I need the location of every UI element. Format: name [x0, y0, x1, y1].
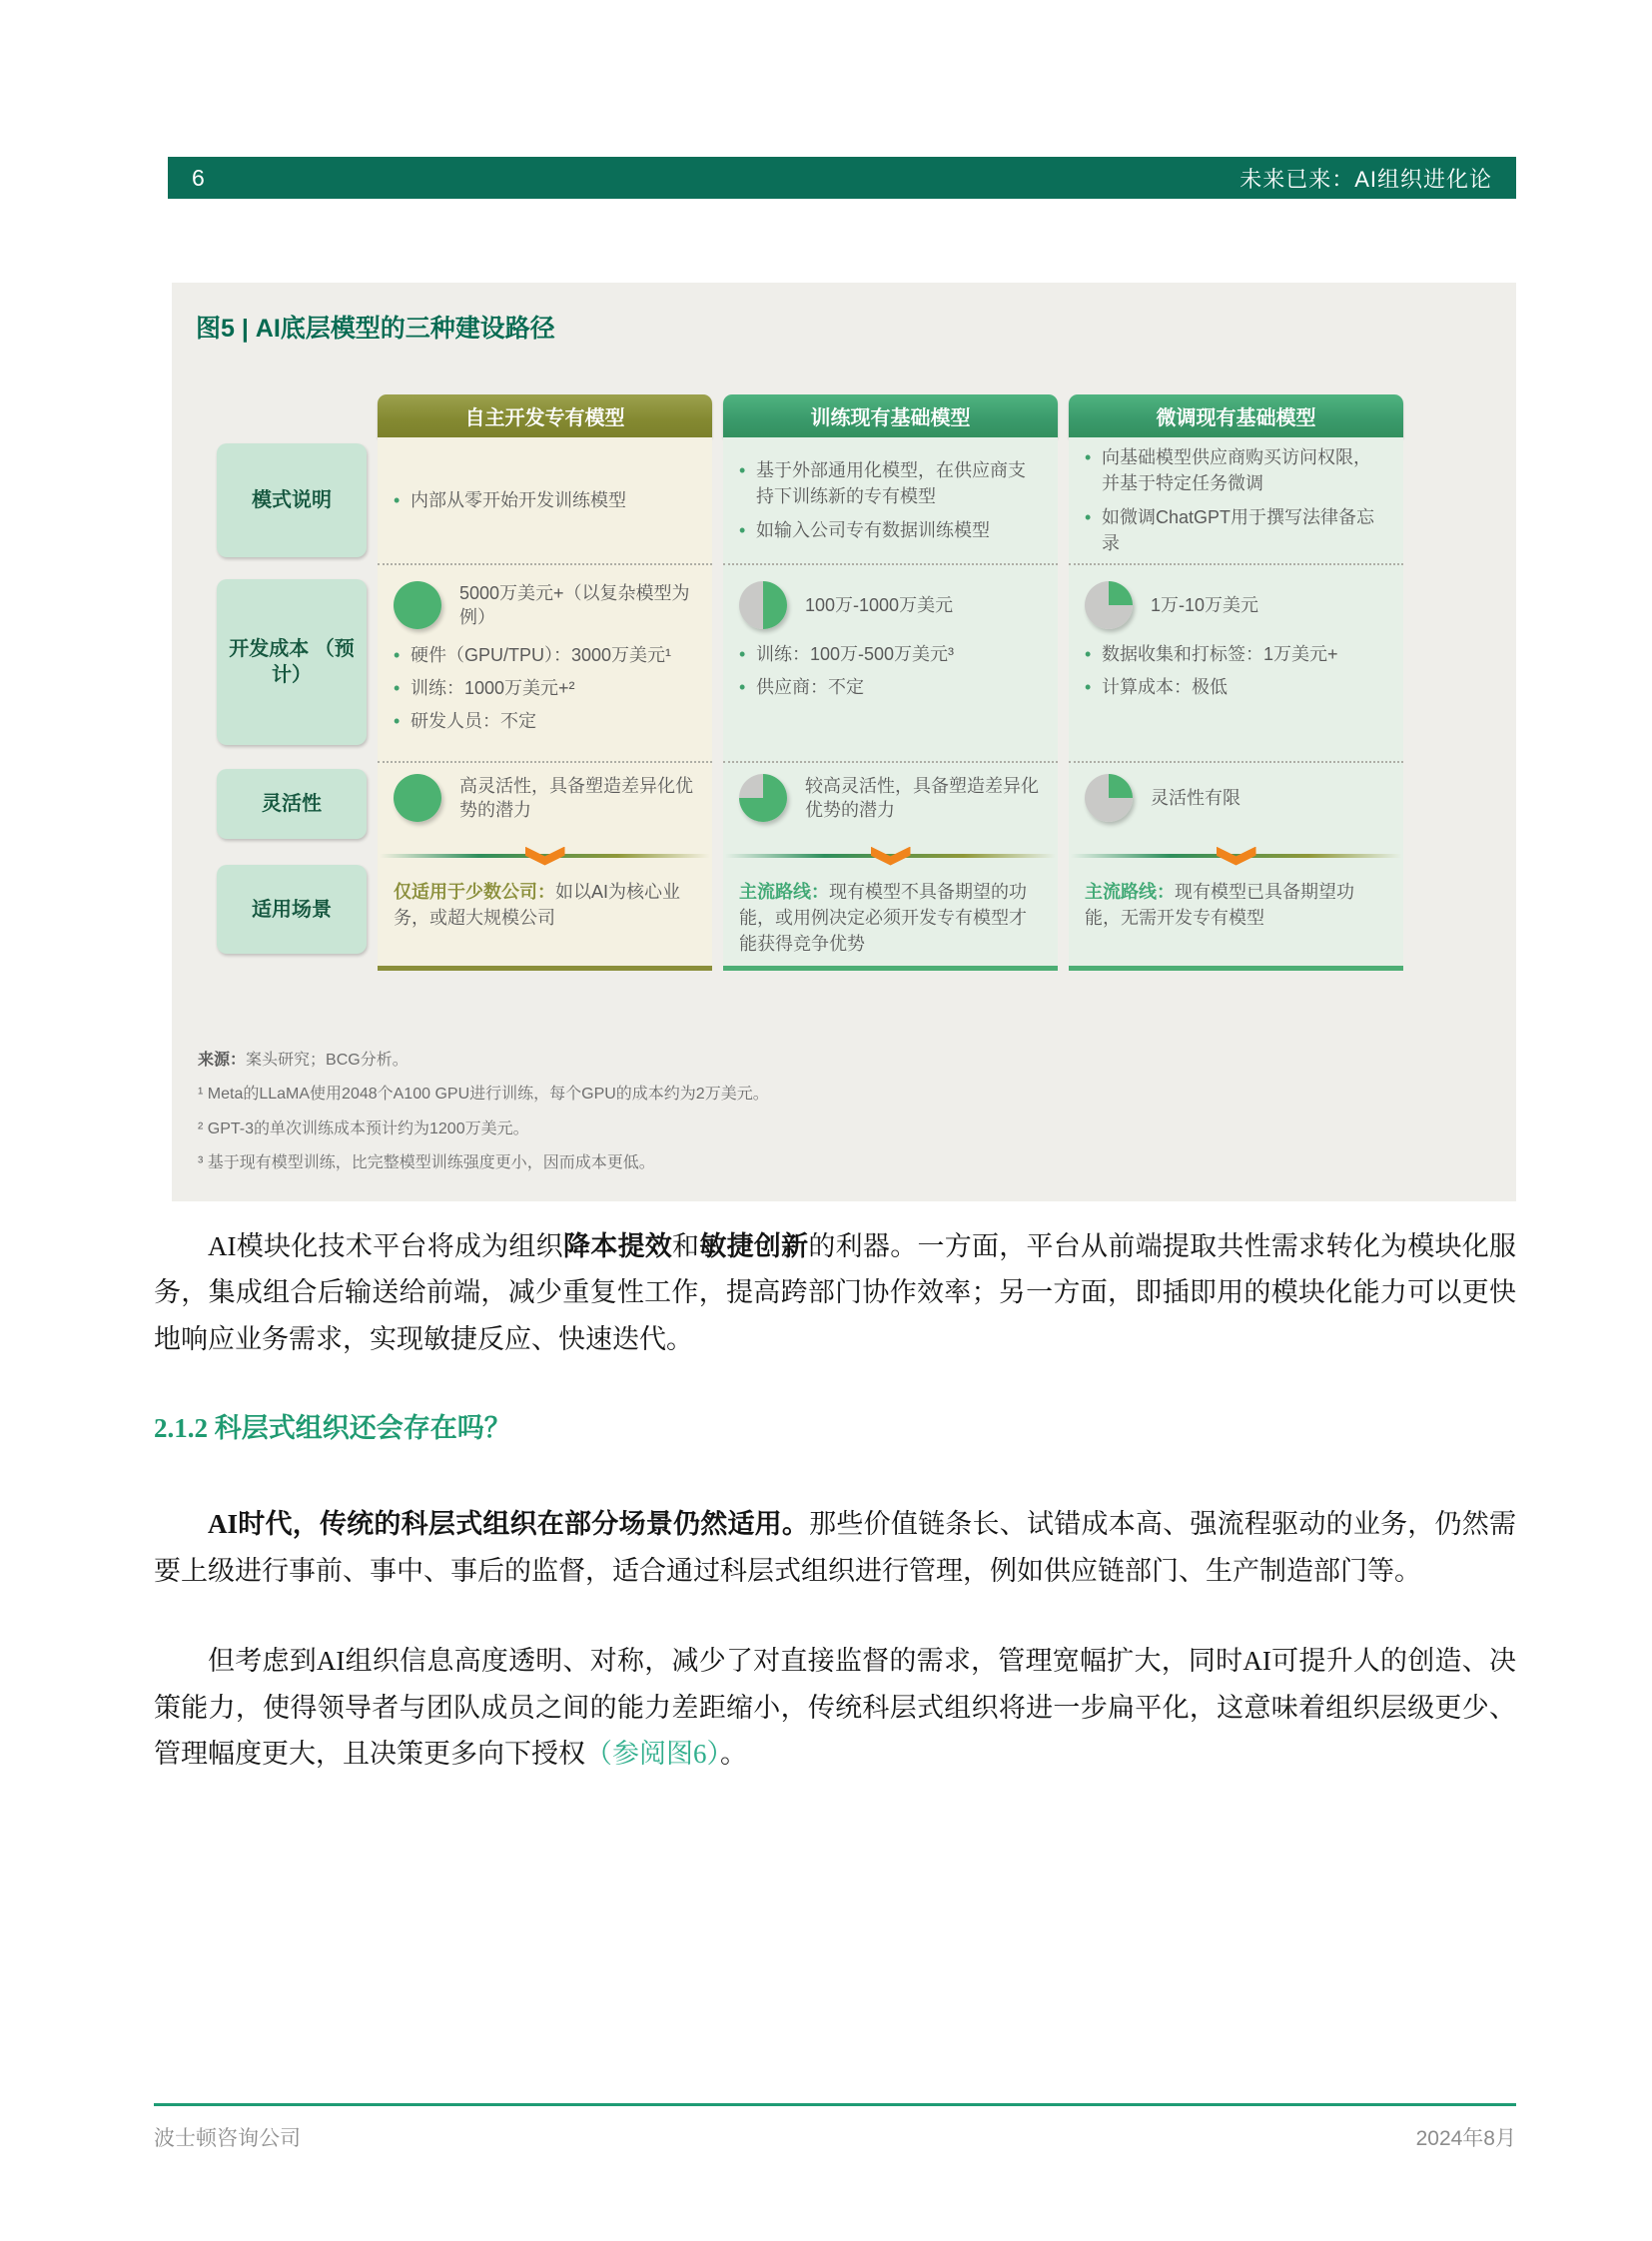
cell-scenario	[723, 869, 1058, 966]
cell-mode	[723, 437, 1058, 563]
bullet-item: • 内部从零开始开发训练模型	[394, 487, 696, 513]
scenario-text: 现有模型不具备期望的功能，或用例决定必须开发专有模型才能获得竞争优势	[739, 882, 1027, 955]
cell-mode	[378, 437, 712, 563]
chevron-divider	[378, 843, 712, 869]
footer-date: 2024年8月	[1415, 2127, 1516, 2150]
report-title: 未来已来：AI组织进化论	[1239, 166, 1492, 192]
figure-table	[217, 394, 1496, 966]
cost-pie-chart	[1085, 581, 1133, 629]
chevron-down-icon	[871, 847, 911, 866]
figure-6-reference-link[interactable]: （参阅图6）	[585, 1739, 720, 1770]
column-train-existing	[723, 394, 1058, 966]
cell-scenario	[1069, 869, 1403, 966]
column-body	[723, 437, 1058, 971]
cost-pie-chart	[394, 581, 441, 629]
cost-headline: 5000万美元+（以复杂模型为例）	[459, 583, 690, 628]
column-body	[378, 437, 712, 971]
cell-flexibility	[378, 761, 712, 843]
paragraph-platform: AI模块化技术平台将成为组织降本提效和敏捷创新的利器。一方面，平台从前端提取共性需求转化为模块化服务，集成组合后输送给前端，减少重复性工作，提高跨部门协作效率；另一方面，即插即用的模块化能力可以更快地响应业务需求，实现敏捷反应、快速迭代。	[154, 1231, 1517, 1354]
page-footer	[154, 2103, 1516, 2152]
column-finetune-existing	[1069, 394, 1403, 966]
row-label-cost: 开发成本 （预计）	[217, 579, 367, 745]
column-self-develop	[378, 394, 712, 966]
flexibility-pie-chart	[1085, 774, 1133, 822]
footnote-1: ¹ Meta的LLaMA使用2048个A100 GPU进行训练，每个GPU的成本约为2万美元。	[198, 1086, 769, 1104]
source-text: 案头研究；BCG分析。	[246, 1052, 409, 1069]
scenario-text: 如以AI为核心业务，或超大规模公司	[394, 882, 681, 929]
bullet-item: • 如输入公司专有数据训练模型	[739, 517, 1042, 543]
figure-title: 图5 | AI底层模型的三种建设路径	[196, 315, 555, 343]
row-label-scenario: 适用场景	[217, 865, 367, 954]
chevron-divider	[1069, 843, 1403, 869]
scenario-lead: 主流路线：	[1085, 882, 1175, 902]
chevron-divider	[723, 843, 1058, 869]
section-heading-212: 2.1.2 科层式组织还会存在吗？	[154, 1413, 511, 1444]
paragraph-flattening: 但考虑到AI组织信息高度透明、对称，减少了对直接监督的需求，管理宽幅扩大，同时AI可提升人的创造、决策能力，使得领导者与团队成员之间的能力差距缩小，传统科层式组织将进一步扁平化，这意味着组织层级更少、管理幅度更大，且决策更多向下授权（参阅图6）。	[154, 1646, 1516, 1770]
body-text	[154, 1223, 1516, 1822]
source-label: 来源：	[198, 1052, 247, 1069]
flexibility-text: 灵活性有限	[1151, 787, 1240, 808]
row-label-flexibility: 灵活性	[217, 769, 367, 839]
cost-headline: 1万-10万美元	[1151, 594, 1259, 615]
bullet-item: • 如微调ChatGPT用于撰写法律备忘录	[1085, 504, 1387, 556]
chevron-down-icon	[1217, 847, 1256, 866]
cell-scenario	[378, 869, 712, 966]
flexibility-pie-chart	[394, 774, 441, 822]
bullet-item: • 训练：1000万美元+²	[394, 675, 696, 701]
footnote-2: ² GPT-3的单次训练成本预计约为1200万美元。	[198, 1120, 529, 1137]
cost-headline: 100万-1000万美元	[805, 594, 954, 615]
scenario-text: 现有模型已具备期望功能，无需开发专有模型	[1085, 882, 1354, 929]
paragraph-hierarchy-applicable: AI时代，传统的科层式组织在部分场景仍然适用。那些价值链条长、试错成本高、强流程驱动的业务，仍然需要上级进行事前、事中、事后的监督，适合通过科层式组织进行管理，例如供应链部门、生产制造部门等。	[154, 1509, 1516, 1586]
footer-company: 波士顿咨询公司	[154, 2127, 301, 2150]
bullet-item: • 训练：100万-500万美元³	[739, 641, 1042, 667]
page-header-bar	[168, 157, 1516, 199]
cell-flexibility	[723, 761, 1058, 843]
cell-cost	[378, 563, 712, 761]
cell-cost	[1069, 563, 1403, 761]
row-label-mode: 模式说明	[217, 443, 367, 557]
bullet-item: • 向基础模型供应商购买访问权限，并基于特定任务微调	[1085, 444, 1387, 496]
bullet-item: • 供应商：不定	[739, 674, 1042, 700]
scenario-lead: 主流路线：	[739, 882, 829, 902]
footnote-3: ³ 基于现有模型训练，比完整模型训练强度更小，因而成本更低。	[198, 1154, 655, 1172]
bullet-item: • 数据收集和打标签：1万美元+	[1085, 641, 1387, 667]
chevron-down-icon	[525, 847, 565, 866]
bullet-item: • 硬件（GPU/TPU）：3000万美元¹	[394, 642, 696, 668]
column-header: 训练现有基础模型	[723, 394, 1058, 437]
column-header: 自主开发专有模型	[378, 394, 712, 437]
flexibility-pie-chart	[739, 774, 787, 822]
flexibility-text: 较高灵活性，具备塑造差异化优势的潜力	[805, 775, 1039, 820]
source-line	[198, 1044, 1496, 1078]
flexibility-text: 高灵活性，具备塑造差异化优势的潜力	[459, 775, 693, 820]
cell-mode	[1069, 437, 1403, 563]
figure-notes	[198, 1044, 1496, 1181]
bullet-item: • 研发人员：不定	[394, 708, 696, 734]
cost-pie-chart	[739, 581, 787, 629]
column-body	[1069, 437, 1403, 971]
cell-flexibility	[1069, 761, 1403, 843]
page-number: 6	[192, 164, 205, 191]
figure-5-panel	[172, 283, 1516, 1201]
bullet-item: • 计算成本：极低	[1085, 674, 1387, 700]
column-header: 微调现有基础模型	[1069, 394, 1403, 437]
cell-cost	[723, 563, 1058, 761]
bullet-item: • 基于外部通用化模型，在供应商支持下训练新的专有模型	[739, 457, 1042, 509]
scenario-lead: 仅适用于少数公司：	[394, 882, 555, 902]
